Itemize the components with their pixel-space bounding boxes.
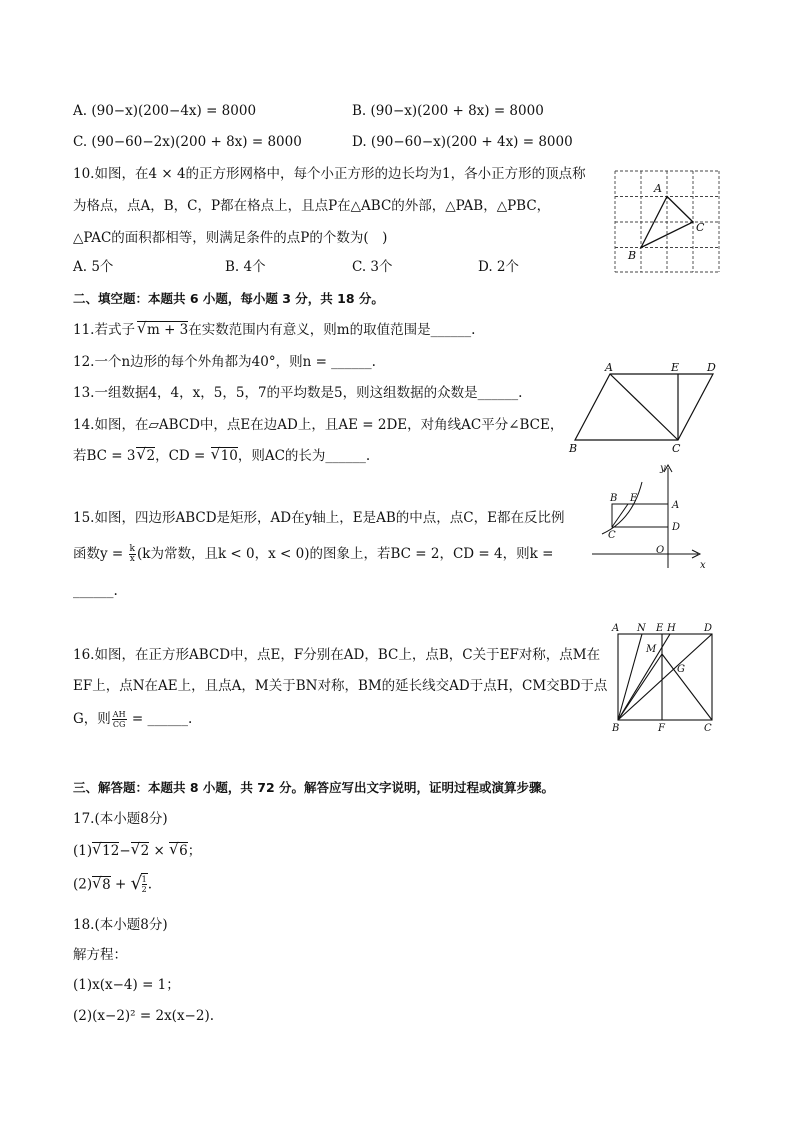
q15-pre: 函数y =	[73, 546, 128, 562]
q14-mid: ，CD =	[155, 448, 210, 464]
q14-label-b: B	[569, 442, 578, 455]
q17-p2-pre: (2)	[73, 876, 93, 893]
q10-line3: △PAC的面积都相等，则满足条件的点P的个数为( )	[73, 230, 388, 246]
q11-pre: 11.若式子	[73, 322, 135, 338]
q14-parallelogram-figure	[565, 360, 725, 458]
q18-title: 18.(本小题8分)	[73, 917, 168, 933]
q14-label-d: D	[707, 361, 716, 374]
q17-radical-half	[131, 873, 148, 897]
q11-text	[73, 321, 475, 339]
q14-radical-1	[136, 447, 155, 464]
sqrt-sign: √	[169, 840, 179, 858]
q18-intro: 解方程：	[73, 947, 127, 963]
q14-pre: 若BC = 3	[73, 448, 136, 464]
q16-label-n: N	[637, 623, 646, 634]
q13-text: 13.一组数据4，4，x，5，5，7的平均数是5，则这组数据的众数是______.	[73, 385, 523, 401]
q17-radical-2	[131, 842, 150, 859]
q17-p1-post: ；	[187, 843, 202, 859]
q15-label-e: E	[630, 493, 638, 504]
q11-radicand: m + 3	[146, 322, 189, 338]
q17-title: 17.(本小题8分)	[73, 811, 168, 827]
q15-line2	[73, 545, 553, 564]
q9-option-c: C. (90−60−2x)(200 + 8x) = 8000	[73, 134, 302, 150]
section-3-heading: 三、解答题：本题共 8 小题，共 72 分。解答应写出文字说明，证明过程或演算步骤。	[73, 780, 555, 795]
q16-label-d: D	[704, 623, 713, 634]
q15-fraction	[129, 545, 136, 564]
q12-text: 12.一个n边形的每个外角都为40°，则n = ______.	[73, 354, 376, 370]
q11-radical	[137, 321, 188, 338]
q15-label-x: x	[700, 560, 706, 571]
q10-option-b: B. 4个	[225, 259, 266, 275]
q10-label-c: C	[696, 221, 705, 234]
q15-frac-den: x	[129, 554, 135, 564]
q16-fraction	[112, 710, 127, 729]
q10-line1: 10.如图，在4 × 4的正方形网格中，每个小正方形的边长均为1，各小正方形的顶点称	[73, 166, 586, 182]
q16-label-e: E	[656, 623, 664, 634]
q15-coordinate-figure	[590, 460, 720, 572]
q17-part1	[73, 842, 201, 860]
q16-line3	[73, 710, 192, 729]
q16-post: = ______.	[127, 711, 193, 727]
q17-radical-6	[169, 842, 188, 859]
q17-p1-times: ×	[149, 843, 170, 859]
q18-part2: (2)(x−2)² = 2x(x−2).	[73, 1008, 215, 1024]
sqrt-sign: √	[92, 873, 102, 892]
q17-radicand-8: 8	[102, 876, 111, 893]
q16-pre: G，则	[73, 711, 111, 727]
q17-frac-den: 2	[141, 885, 147, 894]
q14-radical-2	[211, 447, 238, 464]
q15-label-d: D	[672, 522, 681, 533]
q14-line2	[73, 447, 370, 465]
q17-frac-num: 1	[141, 875, 147, 884]
q16-label-m: M	[646, 644, 657, 655]
sqrt-sign: √	[130, 873, 143, 894]
sqrt-sign: √	[92, 840, 102, 858]
q14-label-a: A	[605, 361, 613, 374]
q9-option-d: D. (90−60−x)(200 + 4x) = 8000	[352, 134, 573, 150]
q17-p1-pre: (1)	[73, 843, 93, 859]
q17-radical-12	[92, 842, 119, 859]
q16-label-h: H	[667, 623, 676, 634]
q10-option-d: D. 2个	[478, 259, 520, 275]
q16-label-a: A	[612, 623, 620, 634]
q10-option-c: C. 3个	[352, 259, 393, 275]
q17-p1-minus: −	[119, 843, 131, 859]
q9-option-a: A. (90−x)(200−4x) = 8000	[73, 103, 257, 119]
q16-label-b: B	[612, 723, 620, 734]
q10-label-b: B	[628, 249, 637, 262]
q14-label-e: E	[671, 361, 680, 374]
q14-line1: 14.如图，在▱ABCD中，点E在边AD上，且AE = 2DE，对角线AC平分∠BCE，	[73, 417, 564, 433]
sqrt-sign: √	[136, 445, 147, 463]
q15-line3: ______.	[73, 583, 118, 599]
q10-label-a: A	[654, 182, 662, 195]
q16-square-figure	[608, 620, 720, 734]
q15-frac-num: k	[129, 544, 135, 554]
q10-grid-figure	[612, 168, 722, 276]
sqrt-sign: √	[210, 445, 221, 463]
q15-label-a: A	[672, 500, 680, 511]
q16-line2: EF上，点N在AE上，且点A，M关于BN对称，BM的延长线交AD于点H，CM交BD于点	[73, 678, 608, 694]
q16-line1: 16.如图，在正方形ABCD中，点E，F分别在AD，BC上，点B，C关于EF对称，点M在	[73, 647, 601, 663]
section-2-heading: 二、填空题：本题共 6 小题，每小题 3 分，共 18 分。	[73, 291, 384, 306]
q15-label-y: y	[660, 463, 666, 474]
q17-radicand-6: 6	[179, 843, 188, 859]
q17-p2-plus: +	[110, 876, 131, 893]
q14-radicand-2: 10	[220, 448, 238, 464]
q10-line2: 为格点，点A，B，C，P都在格点上，且点P在△ABC的外部，△PAB，△PBC，	[73, 198, 551, 214]
q17-radicand-12: 12	[102, 843, 120, 859]
sqrt-sign: √	[136, 319, 147, 337]
q18-part1: (1)x(x−4) = 1；	[73, 977, 180, 993]
q16-frac-den: CG	[112, 720, 126, 729]
q15-line1: 15.如图，四边形ABCD是矩形，AD在y轴上，E是AB的中点，点C，E都在反比例	[73, 510, 565, 526]
q9-option-b: B. (90−x)(200 + 8x) = 8000	[352, 103, 544, 119]
q16-label-g: G	[677, 664, 685, 675]
q15-label-b: B	[610, 493, 618, 504]
q15-label-o: O	[656, 545, 665, 556]
sqrt-sign: √	[130, 840, 141, 858]
q15-post: (k为常数，且k < 0，x < 0)的图象上，若BC = 2，CD = 4，则k =	[137, 546, 554, 562]
q17-part2	[73, 873, 152, 903]
q14-post: ，则AC的长为______.	[237, 448, 371, 464]
q14-label-c: C	[672, 442, 681, 455]
q14-radicand-1: 2	[146, 448, 156, 464]
q17-radicand-2: 2	[140, 843, 150, 859]
q17-radical-8	[92, 873, 111, 893]
q11-post: 在实数范围内有意义，则m的取值范围是______.	[188, 322, 476, 338]
q16-label-c: C	[704, 723, 712, 734]
q16-label-f: F	[658, 723, 665, 734]
q10-option-a: A. 5个	[73, 259, 114, 275]
q16-frac-num: AH	[112, 710, 126, 719]
q15-label-c: C	[608, 530, 616, 541]
q17-p2-post: .	[147, 876, 153, 893]
